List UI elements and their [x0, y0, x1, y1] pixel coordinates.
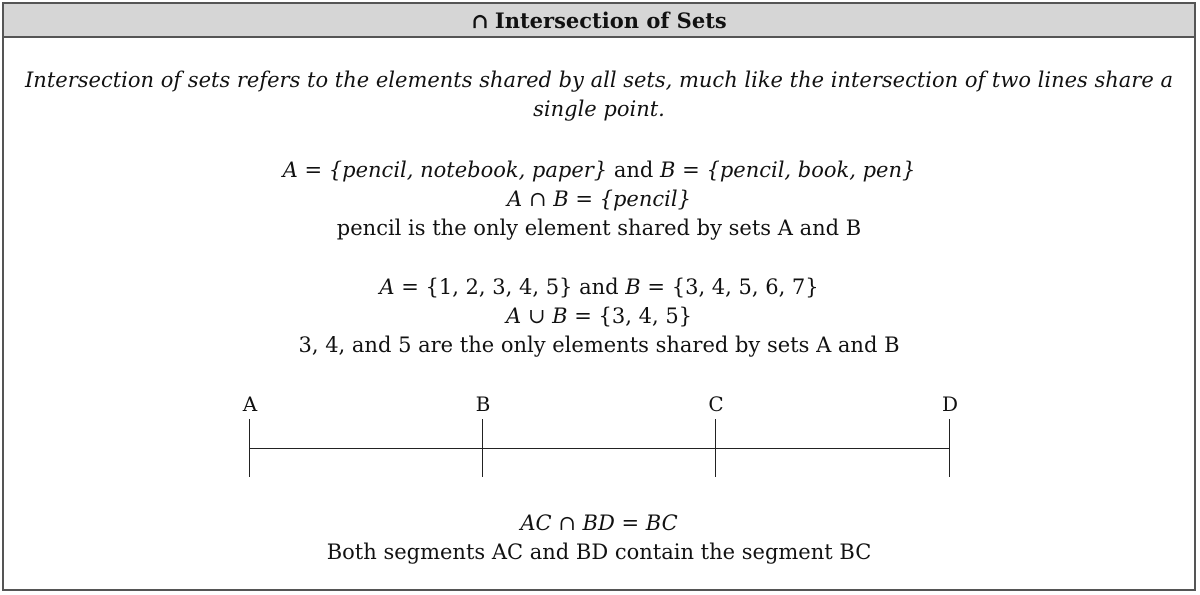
operand-left: A: [505, 304, 522, 328]
union-symbol: ∪: [527, 304, 546, 328]
tick-a: [249, 419, 250, 477]
panel-header: [4, 4, 1194, 38]
operand-left: A: [507, 187, 523, 211]
example2-sets: [4, 273, 1194, 301]
equals-sign: =: [574, 304, 592, 328]
set-b-label: B: [660, 158, 676, 182]
point-label-d: D: [941, 392, 959, 416]
operand-right: B: [552, 304, 568, 328]
tick-d: [949, 419, 950, 477]
line-segment: [250, 448, 950, 449]
segments-explanation: Both segments AC and BD contain the segment BC: [326, 540, 872, 564]
segment-ac: AC: [520, 511, 552, 535]
intro-text: Intersection of sets refers to the elements shared by all sets, much like the intersection of two lines share a single point.: [25, 68, 1173, 121]
and-word: and: [613, 158, 654, 182]
equals-sign: =: [647, 275, 666, 299]
set-b-label: B: [625, 275, 641, 299]
set-a-elements: {pencil, notebook, paper}: [328, 158, 608, 182]
set-a-label: A: [282, 158, 298, 182]
point-label-b: B: [475, 392, 491, 416]
point-label-a: A: [242, 392, 258, 416]
intersection-icon: ∩: [471, 7, 489, 33]
panel-title: Intersection of Sets: [494, 7, 727, 33]
set-a-label: A: [379, 275, 395, 299]
equals-sign: =: [575, 187, 593, 211]
equals-sign: =: [401, 275, 419, 299]
intersection-symbol: ∩: [528, 187, 547, 211]
operation-result: {pencil}: [599, 187, 691, 211]
set-b-elements: {3, 4, 5, 6, 7}: [671, 275, 819, 299]
intersection-symbol: ∩: [558, 511, 576, 535]
example1-explanation: pencil is the only element shared by sets A and B: [336, 216, 862, 240]
number-line: [4, 392, 1198, 482]
equals-sign: =: [682, 158, 700, 182]
tick-c: [715, 419, 716, 477]
segment-bc: BC: [645, 511, 678, 535]
example1-sets: [4, 156, 1194, 184]
segments-equation: [4, 509, 1194, 537]
segment-bd: BD: [582, 511, 615, 535]
tick-b: [482, 419, 483, 477]
intersection-panel: [2, 2, 1196, 591]
example2-explanation: 3, 4, and 5 are the only elements shared by sets A and B: [298, 333, 900, 357]
equals-sign: =: [621, 511, 640, 535]
point-label-c: C: [708, 392, 724, 416]
and-word: and: [579, 275, 619, 299]
set-b-elements: {pencil, book, pen}: [706, 158, 916, 182]
operation-result: {3, 4, 5}: [598, 304, 693, 328]
example1-operation: [4, 185, 1194, 213]
equals-sign: =: [304, 158, 323, 182]
set-a-elements: {1, 2, 3, 4, 5}: [425, 275, 573, 299]
example2-operation: [4, 302, 1194, 330]
operand-right: B: [553, 187, 569, 211]
